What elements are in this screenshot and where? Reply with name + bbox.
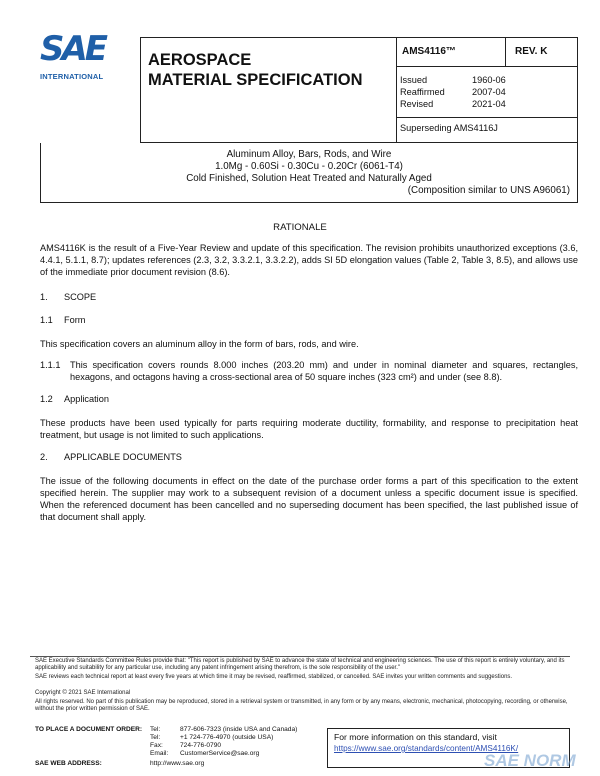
watermark-text: SAE NORM <box>484 751 576 770</box>
email-link[interactable]: CustomerService@sae.org <box>180 750 260 757</box>
fax-number: 724-776-0790 <box>180 742 222 749</box>
section-2-heading: 2. APPLICABLE DOCUMENTS <box>40 452 182 462</box>
footer-rules-text: SAE Executive Standards Committee Rules provide that: "This report is published by SAE to advance the state of technical and engineering sciences. The use of this report is entirely voluntary, and its applicability and suitability for any particular use, including any patent infringement arising therefrom, is the sole responsibility of the user." <box>35 658 565 672</box>
document-type-line1: AEROSPACE <box>148 51 252 69</box>
order-contact-block: TO PLACE A DOCUMENT ORDER: Tel: 877-606-7323 (inside USA and Canada) Tel: +1 724-776-4970 (outside USA) Fax: 724-776-0790 Email: CustomerService@sae.org <box>35 726 298 757</box>
document-type-title <box>148 50 363 90</box>
web-link[interactable]: http://www.sae.org <box>150 760 205 767</box>
web-address-row <box>35 760 204 767</box>
section-1-1-heading: 1.1 Form <box>40 315 86 325</box>
header-divider <box>505 37 506 67</box>
title-line2: 1.0Mg - 0.60Si - 0.30Cu - 0.20Cr (6061-T4) <box>215 161 403 172</box>
section-1-1-1-text: This specification covers rounds 8.000 inches (203.20 mm) and under in nominal diameter and squares, rectangles, hexagons, and octagons having a cross-sectional area of 50 square inches (323 cm²) and under (see 8.8). <box>70 360 578 382</box>
phone-usa[interactable]: 877-606-7323 (inside USA and Canada) <box>180 726 298 733</box>
section-1-2-heading: 1.2 Application <box>40 394 109 404</box>
watermark-logo <box>470 740 590 776</box>
phone-intl[interactable]: +1 724-776-4970 (outside USA) <box>180 734 274 741</box>
section-1-1-text: This specification covers an aluminum alloy in the form of bars, rods, and wire. <box>40 339 359 349</box>
section-1-2-text: These products have been used typically for parts requiring moderate ductility, formability, and response to precipitation heat treatment, but usage is not limited to such applications. <box>40 418 578 440</box>
title-line1: Aluminum Alloy, Bars, Rods, and Wire <box>226 149 392 160</box>
title-line3: Cold Finished, Solution Heat Treated and Naturally Aged <box>186 173 432 184</box>
date-row-reaffirmed: Reaffirmed 2007-04 <box>400 87 506 97</box>
order-label: TO PLACE A DOCUMENT ORDER: <box>35 726 143 733</box>
section-2-text: The issue of the following documents in effect on the date of the purchase order forms a part of this specification to the extent specified herein. The supplier may work to a subsequent revision of a document unless a specific document issue is specified. When the referenced document has been cancelled and no superseding document has been specified, the last published issue of that document shall apply. <box>40 476 578 522</box>
rationale-heading: RATIONALE <box>273 222 327 233</box>
standard-link[interactable]: https://www.sae.org/standards/content/AMS4116K/ <box>334 744 519 753</box>
rationale-text: AMS4116K is the result of a Five-Year Review and update of this specification. The revision prohibits unauthorized exceptions (3.6, 4.4.1, 5.1.1, 8.7); updates references (2.3, 3.2, 3.3.2.1, 3.3.2.2), adds SI 5D elongation values (Table 2, Table 3, 8.5), and allows use of the immediate prior document revision (8.6). <box>40 243 578 277</box>
document-number: AMS4116™ <box>402 46 456 57</box>
material-title <box>40 149 578 197</box>
date-row-issued: Issued 1960-06 <box>400 75 506 85</box>
sae-logo-subtitle: INTERNATIONAL <box>40 72 104 81</box>
title-line4: (Composition similar to UNS A96061) <box>407 185 570 196</box>
document-type-line2: MATERIAL SPECIFICATION <box>148 71 363 89</box>
section-1-heading: 1. SCOPE <box>40 292 97 302</box>
section-1-1-1: 1.1.1 This specification covers rounds 8.000 inches (203.20 mm) and under in nominal diameter and squares, rectangles, hexagons, and octagons having a cross-sectional area of 50 square inches (323 cm²) and under (see 8.8). <box>40 360 578 382</box>
info-text: For more information on this standard, visit <box>334 732 497 742</box>
date-row-revised: Revised 2021-04 <box>400 99 506 109</box>
footer-rights-text: All rights reserved. No part of this publication may be reproduced, stored in a retrieval system or transmitted, in any form or by any means, electronic, mechanical, photocopying, recording, or otherwise, without the prior written permission of SAE. <box>35 699 568 713</box>
superseding-note: Superseding AMS4116J <box>400 123 498 133</box>
superseding-divider <box>397 117 578 118</box>
footer-copyright: Copyright © 2021 SAE International <box>35 690 131 696</box>
footer-review-text: SAE reviews each technical report at least every five years at which time it may be revised, reaffirmed, stabilized, or cancelled. SAE invites your written comments and suggestions. <box>35 674 513 680</box>
web-label: SAE WEB ADDRESS: <box>35 760 102 767</box>
revision-label: REV. K <box>515 46 548 57</box>
sae-logo: SAE <box>40 29 106 69</box>
footer-divider <box>30 656 570 657</box>
date-list <box>400 74 506 110</box>
